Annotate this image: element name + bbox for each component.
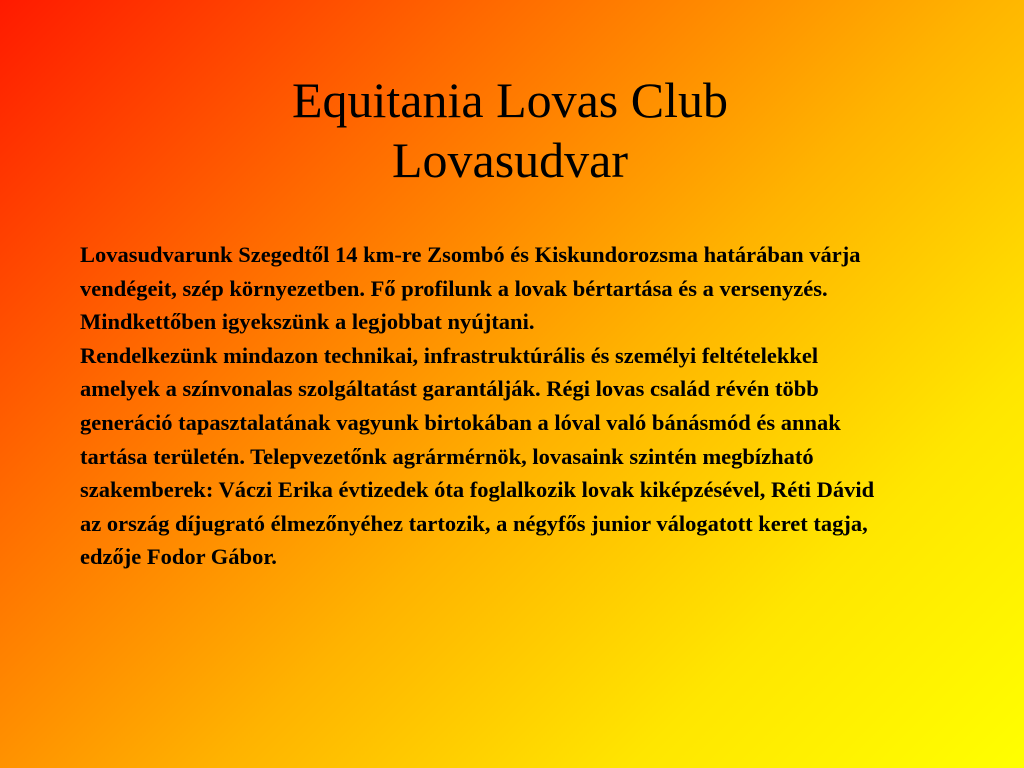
paragraph-intro: Lovasudvarunk Szegedtől 14 km-re Zsombó és Kiskundorozsma határában várja vendégeit, szép környezetben. Fő profilunk a lovak bértartása és a versenyzés. Mindkettőben igyekszünk a legjobbat nyújtani.: [80, 242, 861, 335]
slide-body: [80, 238, 890, 574]
slide-title: [180, 70, 840, 190]
title-line-2: Lovasudvar: [391, 132, 629, 188]
title-line-1: Equitania Lovas Club: [291, 72, 729, 128]
paragraph-details: Rendelkezünk mindazon technikai, infrastruktúrális és személyi feltételekkel amelyek a színvonalas szolgáltatást garantálják. Régi lovas család révén több generáció tapasztalatának vagyunk birtokában a lóval való bánásmód és annak tartása területén. Telepvezetőnk agrármérnök, lovasaink szintén megbízható szakemberek: Váczi Erika évtizedek óta foglalkozik lovak kiképzésével, Réti Dávid az ország díjugrató élmezőnyéhez tartozik, a négyfős junior válogatott keret tagja, edzője Fodor Gábor.: [80, 342, 875, 570]
